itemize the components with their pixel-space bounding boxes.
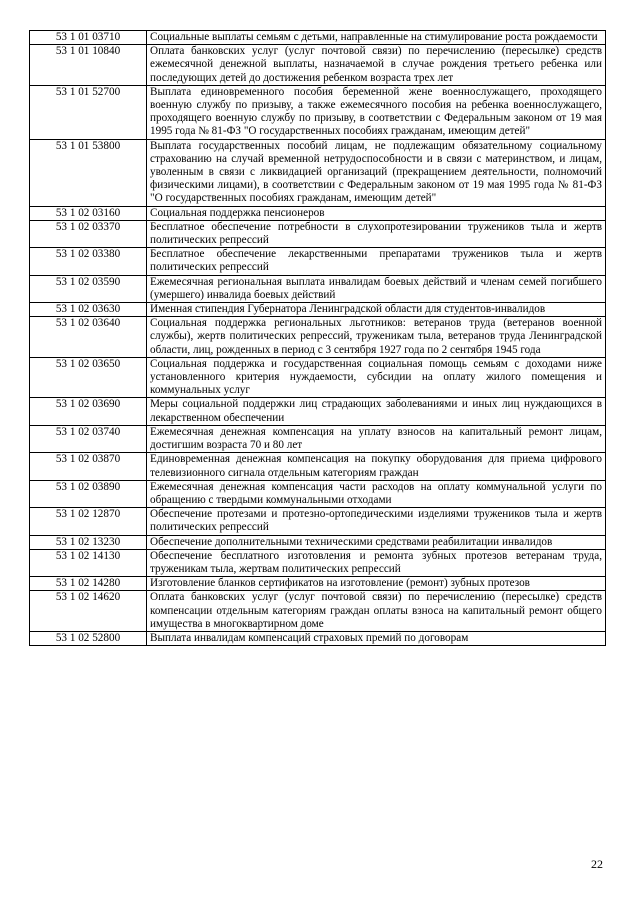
table-row xyxy=(30,220,606,247)
table-row xyxy=(30,31,606,45)
budget-codes-table-container xyxy=(29,30,606,646)
table-row xyxy=(30,535,606,549)
description-cell: Изготовление бланков сертификатов на изготовление (ремонт) зубных протезов xyxy=(147,577,606,591)
table-row xyxy=(30,508,606,535)
budget-code-cell: 53 1 02 03640 xyxy=(30,317,147,358)
table-row xyxy=(30,591,606,632)
description-cell: Бесплатное обеспечение лекарственными препаратами тружеников тыла и жертв политических репрессий xyxy=(147,248,606,275)
budget-code-cell: 53 1 02 03870 xyxy=(30,453,147,480)
budget-code-cell: 53 1 02 52800 xyxy=(30,631,147,645)
budget-code-cell: 53 1 02 12870 xyxy=(30,508,147,535)
budget-code-cell: 53 1 02 03690 xyxy=(30,398,147,425)
description-cell: Выплата инвалидам компенсаций страховых премий по договорам xyxy=(147,631,606,645)
budget-code-cell: 53 1 02 03890 xyxy=(30,480,147,507)
table-row xyxy=(30,577,606,591)
description-cell: Оплата банковских услуг (услуг почтовой связи) по перечислению (пересылке) средств ежемесячной денежной выплаты, назначаемой в случае рождения третьего ребенка или последующих детей до достижения ребенком возраста трех лет xyxy=(147,45,606,86)
table-row xyxy=(30,206,606,220)
description-cell: Выплата единовременного пособия беременной жене военнослужащего, проходящего военную службу по призыву, а также ежемесячного пособия на ребенка военнослужащего, проходящего военную службу по призыву, в соответствии с Федеральным законом от 19 мая 1995 года № 81-ФЗ "О государственных пособиях гражданам, имеющим детей" xyxy=(147,85,606,139)
description-cell: Социальные выплаты семьям с детьми, направленные на стимулирование роста рождаемости xyxy=(147,31,606,45)
table-body xyxy=(30,31,606,646)
description-cell: Именная стипендия Губернатора Ленинградской области для студентов-инвалидов xyxy=(147,303,606,317)
table-row xyxy=(30,549,606,576)
table-row xyxy=(30,317,606,358)
budget-code-cell: 53 1 02 14130 xyxy=(30,549,147,576)
table-row xyxy=(30,357,606,398)
table-row xyxy=(30,398,606,425)
budget-code-cell: 53 1 02 03160 xyxy=(30,206,147,220)
budget-code-cell: 53 1 02 14280 xyxy=(30,577,147,591)
budget-code-cell: 53 1 01 03710 xyxy=(30,31,147,45)
table-row xyxy=(30,275,606,302)
description-cell: Оплата банковских услуг (услуг почтовой связи) по перечислению (пересылке) средств компенсации отдельным категориям граждан оплаты взноса на капитальный ремонт общего имущества в многоквартирном доме xyxy=(147,591,606,632)
table-row xyxy=(30,631,606,645)
description-cell: Ежемесячная денежная компенсация на уплату взносов на капитальный ремонт лицам, достигшим возраста 70 и 80 лет xyxy=(147,425,606,452)
budget-code-cell: 53 1 02 03740 xyxy=(30,425,147,452)
description-cell: Выплата государственных пособий лицам, не подлежащим обязательному социальному страхованию на случай временной нетрудоспособности и в связи с материнством, и лицам, уволенным в связи с ликвидацией организаций (прекращением деятельности, полномочий физическими лицами), в соответствии с Федеральным законом от 19 мая 1995 года № 81-ФЗ "О государственных пособиях гражданам, имеющим детей" xyxy=(147,139,606,206)
budget-code-cell: 53 1 02 03650 xyxy=(30,357,147,398)
budget-code-cell: 53 1 02 03590 xyxy=(30,275,147,302)
table-row xyxy=(30,248,606,275)
budget-code-cell: 53 1 02 13230 xyxy=(30,535,147,549)
table-row xyxy=(30,85,606,139)
description-cell: Социальная поддержка пенсионеров xyxy=(147,206,606,220)
budget-code-cell: 53 1 02 03370 xyxy=(30,220,147,247)
table-row xyxy=(30,480,606,507)
budget-code-cell: 53 1 01 10840 xyxy=(30,45,147,86)
table-row xyxy=(30,453,606,480)
budget-code-cell: 53 1 02 03380 xyxy=(30,248,147,275)
budget-code-cell: 53 1 02 03630 xyxy=(30,303,147,317)
description-cell: Обеспечение протезами и протезно-ортопедическими изделиями тружеников тыла и жертв политических репрессий xyxy=(147,508,606,535)
description-cell: Социальная поддержка региональных льготников: ветеранов труда (ветеранов военной службы), жертв политических репрессий, труженикам тыла, ветеранов труда Ленинградской области, лиц, рожденных в период с 3 сентября 1927 года по 2 сентября 1945 года xyxy=(147,317,606,358)
description-cell: Ежемесячная региональная выплата инвалидам боевых действий и членам семей погибшего (умершего) инвалида боевых действий xyxy=(147,275,606,302)
description-cell: Социальная поддержка и государственная социальная помощь семьям с доходами ниже установленного критерия нуждаемости, субсидии на оплату жилого помещения и коммунальных услуг xyxy=(147,357,606,398)
page-number: 22 xyxy=(591,857,603,871)
table-row xyxy=(30,425,606,452)
budget-code-cell: 53 1 01 53800 xyxy=(30,139,147,206)
description-cell: Бесплатное обеспечение потребности в слухопротезировании тружеников тыла и жертв политических репрессий xyxy=(147,220,606,247)
table-row xyxy=(30,45,606,86)
description-cell: Ежемесячная денежная компенсация части расходов на оплату коммунальной услуги по обращению с твердыми коммунальными отходами xyxy=(147,480,606,507)
budget-code-cell: 53 1 02 14620 xyxy=(30,591,147,632)
description-cell: Обеспечение дополнительными техническими средствами реабилитации инвалидов xyxy=(147,535,606,549)
description-cell: Единовременная денежная компенсация на покупку оборудования для приема цифрового телевизионного сигнала отдельным категориям граждан xyxy=(147,453,606,480)
description-cell: Обеспечение бесплатного изготовления и ремонта зубных протезов ветеранам труда, труженикам тыла, жертвам политических репрессий xyxy=(147,549,606,576)
table-row xyxy=(30,139,606,206)
description-cell: Меры социальной поддержки лиц страдающих заболеваниями и иных лиц нуждающихся в лекарственном обеспечении xyxy=(147,398,606,425)
budget-codes-table xyxy=(29,30,606,646)
table-row xyxy=(30,303,606,317)
budget-code-cell: 53 1 01 52700 xyxy=(30,85,147,139)
